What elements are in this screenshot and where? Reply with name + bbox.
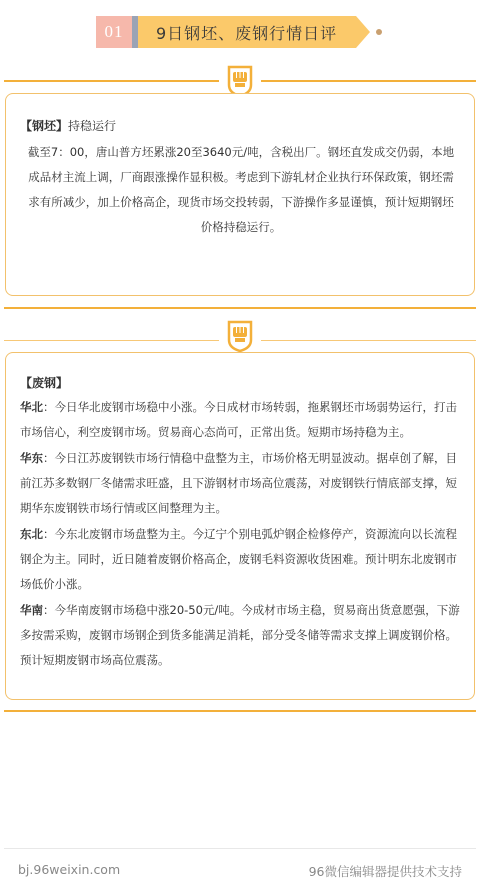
- title-arrow-tip: [356, 16, 370, 48]
- fist-badge-icon-2: [219, 318, 261, 352]
- section-number: 01: [96, 16, 132, 48]
- scrap-heading: 【废钢】: [20, 376, 69, 390]
- region-northeast: [20, 522, 460, 597]
- footer-credit: 96微信编辑器提供技术支持: [308, 864, 462, 879]
- divider-middle: [4, 307, 476, 309]
- footer-divider: [4, 848, 476, 849]
- region-east-text: ：今日江苏废钢铁市场行情稳中盘整为主，市场价格无明显波动。据卓创了解，目前江苏多数钢厂冬储需求旺盛，且下游钢材市场高位震荡，对废钢铁行情底部支撑，短期华东废钢铁市场行情或区间整理为主。: [20, 451, 457, 515]
- billet-heading-bracket: 【钢坯】: [20, 119, 69, 133]
- region-northeast-label: 东北: [20, 527, 43, 541]
- billet-heading-text: 持稳运行: [68, 119, 117, 133]
- region-north: [20, 395, 460, 445]
- footer-site-link[interactable]: bj.96weixin.com: [18, 862, 121, 877]
- region-south-label: 华南: [20, 603, 43, 617]
- section-title-bar: [96, 16, 382, 48]
- region-south-text: ：今华南废钢市场稳中涨20-50元/吨。今成材市场主稳，贸易商出货意愿强，下游多按需采购，废钢市场钢企到货多能满足消耗，部分受冬储等需求支撑上调废钢价格。预计短期废钢市场高位震荡。: [20, 603, 460, 667]
- section-title: 9日钢坯、废钢行情日评: [138, 16, 356, 48]
- fist-badge-icon: [219, 63, 261, 97]
- region-south: [20, 598, 460, 673]
- billet-paragraph: 截至7：00，唐山普方坯累涨20至3640元/吨，含税出厂。钢坯直发成交仍弱，本地成品材主流上调，厂商跟涨操作显积极。考虑到下游轧材企业执行环保政策，钢坯需求有所减少，加上价格高企，现货市场交投转弱，下游操作多显谨慎，预计短期钢坯价格持稳运行。: [27, 145, 455, 234]
- title-dot: [376, 29, 382, 35]
- scrap-regions: [20, 395, 460, 673]
- region-north-text: ：今日华北废钢市场稳中小涨。今日成材市场转弱，拖累钢坯市场弱势运行，打击市场信心，利空废钢市场。贸易商心态尚可，正常出货。短期市场持稳为主。: [20, 400, 457, 439]
- region-northeast-text: ：今东北废钢市场盘整为主。今辽宁个别电弧炉钢企检修停产，资源流向以长流程钢企为主。同时，近日随着废钢价格高企，废钢毛料资源收货困难。预计明东北废钢市场低价小涨。: [20, 527, 457, 591]
- region-north-label: 华北: [20, 400, 43, 414]
- divider-bottom: [4, 710, 476, 712]
- billet-heading: [20, 114, 116, 138]
- region-east: [20, 446, 460, 521]
- card-scrap: [5, 352, 475, 700]
- region-east-label: 华东: [20, 451, 43, 465]
- card-billet: [5, 93, 475, 296]
